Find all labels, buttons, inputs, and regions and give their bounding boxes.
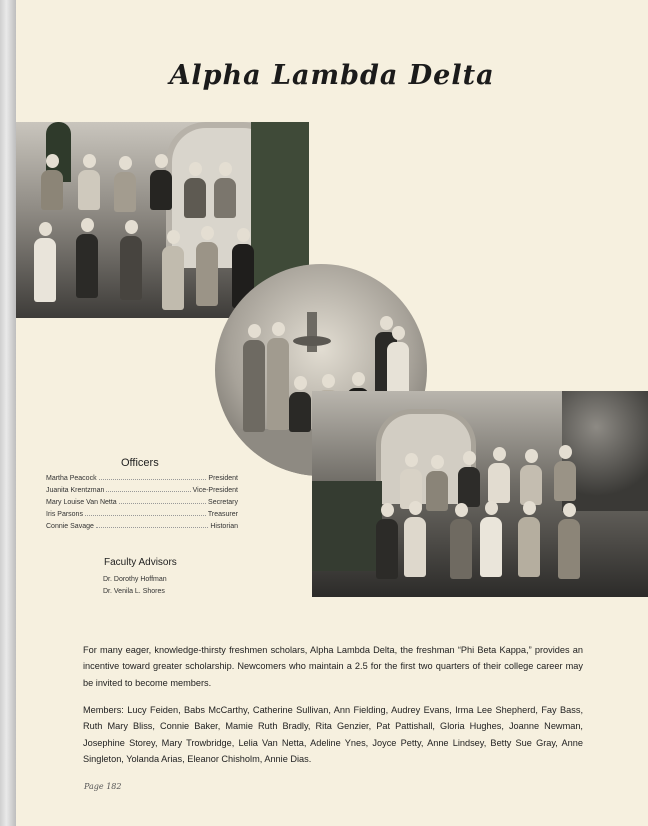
officer-row xyxy=(46,487,238,494)
intro-paragraph: For many eager, knowledge-thirsty freshmen scholars, Alpha Lambda Delta, the freshman “Phi Beta Kappa,” provides an incentive toward greater scholarship. Newcomers who maintain a 2.5 for the first two quarters of their college career may be invited to become members. xyxy=(83,645,583,688)
officer-name: Connie Savage xyxy=(46,523,94,530)
officer-name: Juanita Krentzman xyxy=(46,487,105,494)
officer-role: Vice-President xyxy=(192,487,238,494)
officer-name: Martha Peacock xyxy=(46,475,97,482)
members-paragraph: Members: Lucy Feiden, Babs McCarthy, Catherine Sullivan, Ann Fielding, Audrey Evans, Irma Lee Shepherd, Fay Bass, Ruth Mary Bliss, Connie Baker, Mamie Ruth Bradly, Rita Genzier, Pat Pattishall, Gloria Hughes, Joanne Newman, Josephine Storey, Mary Trowbridge, Lelia Van Netta, Adeline Ynes, Joyce Petty, Anne Lindsey, Betty Sue Gray, Anne Singleton, Yolanda Arias, Eleanor Chisholm, Annie Dias. xyxy=(83,705,583,765)
officer-role: Historian xyxy=(210,523,238,530)
officer-name: Mary Louise Van Netta xyxy=(46,499,117,506)
officer-role: Secretary xyxy=(208,499,238,506)
officer-role: President xyxy=(208,475,238,482)
officer-row xyxy=(46,511,238,518)
officer-row xyxy=(46,475,238,482)
page-title: Alpha Lambda Delta xyxy=(169,60,495,91)
faculty-advisor: Dr. Dorothy Hoffman xyxy=(103,576,167,583)
officer-name: Iris Parsons xyxy=(46,511,83,518)
yearbook-page xyxy=(16,0,648,826)
officers-heading: Officers xyxy=(121,457,159,469)
book-spine xyxy=(0,0,16,826)
faculty-advisor: Dr. Venila L. Shores xyxy=(103,588,165,595)
faculty-heading: Faculty Advisors xyxy=(104,557,177,568)
officer-row xyxy=(46,523,238,530)
page-number: Page 182 xyxy=(84,782,122,791)
officer-role: Treasurer xyxy=(207,511,238,518)
group-photo-bottom-right xyxy=(312,391,648,597)
officer-row xyxy=(46,499,238,506)
